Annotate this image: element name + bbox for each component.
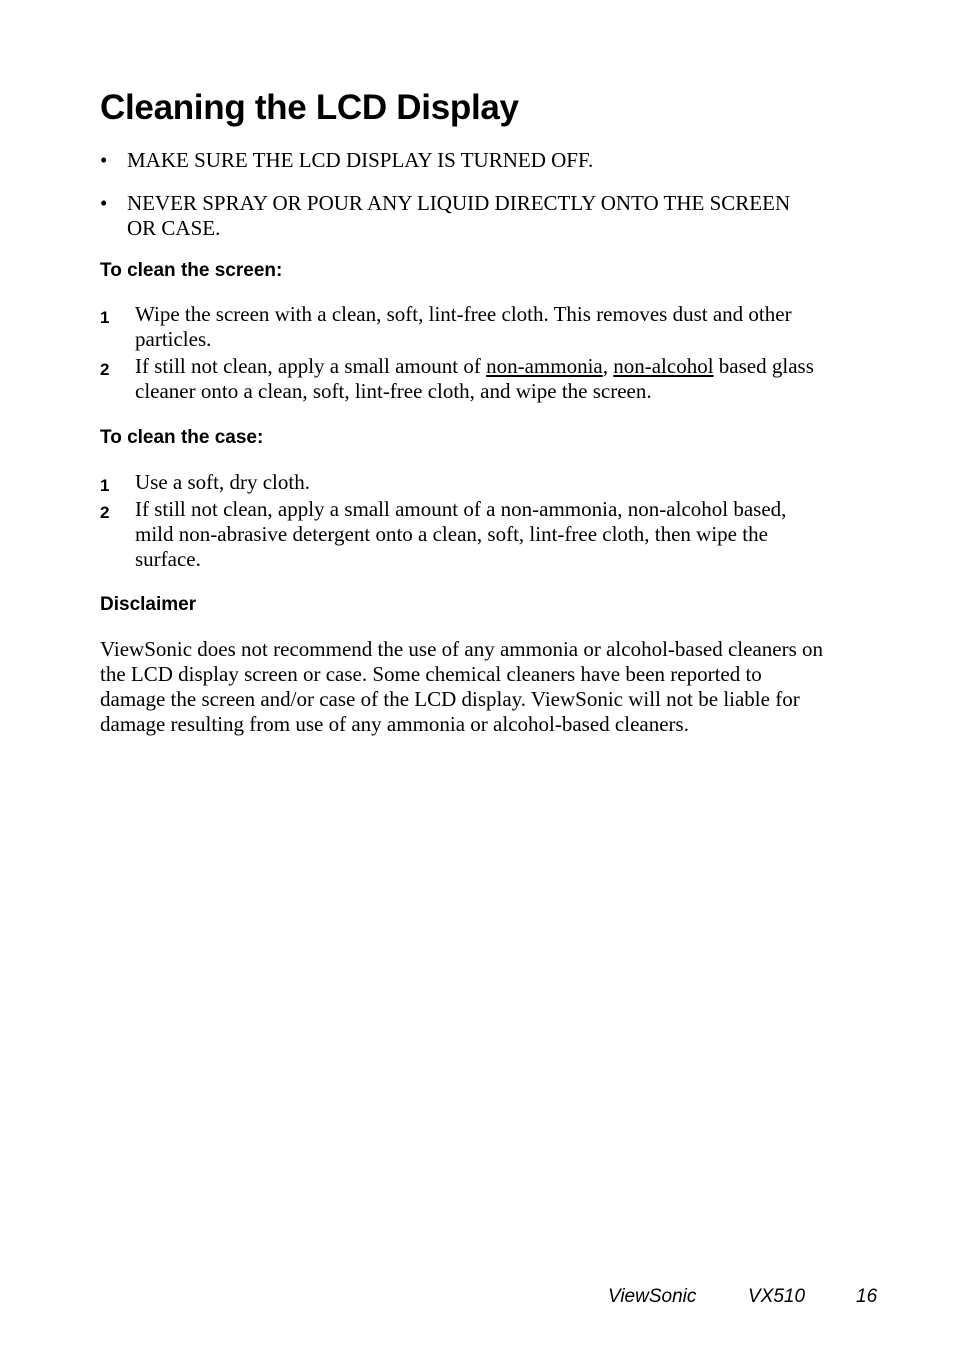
disclaimer-text: ViewSonic does not recommend the use of any ammonia or alcohol-based cleaners on the LCD display screen or case. Some chemical cleaners have been reported to damage the screen and/or case of the LCD display. ViewSonic will not be liable for damage resulting from use of any ammonia or alcohol-based cleaners. [100, 637, 824, 736]
non-alcohol-emphasis: non-alcohol [613, 354, 714, 378]
bullet-icon: • [100, 191, 108, 215]
page-title: Cleaning the LCD Display [100, 88, 519, 127]
step-text: If still not clean, apply a small amount of a non-ammonia, non-alcohol based, mild non-abrasive detergent onto a clean, soft, lint-free cloth, then wipe the surface. [135, 497, 787, 571]
step-text-part: based glass cleaner onto a clean, soft, lint-free cloth, and wipe the screen. [135, 354, 814, 403]
step-text-part: If still not clean, apply a small amount of [135, 354, 487, 378]
bullet-icon: • [100, 148, 108, 172]
step-number: 2 [100, 360, 110, 379]
page-number: 16 [856, 1286, 878, 1307]
step-text: Wipe the screen with a clean, soft, lint-free cloth. This removes dust and other particles. [135, 302, 792, 351]
step-number: 1 [100, 308, 110, 327]
step-text-part: , [602, 354, 614, 378]
step-number: 1 [100, 476, 110, 495]
step-number: 2 [100, 503, 110, 522]
disclaimer-heading: Disclaimer [100, 594, 197, 615]
step-text [135, 354, 825, 404]
screen-section-heading: To clean the screen: [100, 260, 283, 281]
case-section-heading: To clean the case: [100, 427, 264, 448]
warning-text: MAKE SURE THE LCD DISPLAY IS TURNED OFF. [127, 148, 594, 172]
step-text: Use a soft, dry cloth. [135, 470, 310, 494]
footer-model: VX510 [748, 1286, 806, 1307]
non-ammonia-emphasis: non-ammonia [486, 354, 603, 378]
warning-text: NEVER SPRAY OR POUR ANY LIQUID DIRECTLY ONTO THE SCREEN OR CASE. [127, 191, 791, 240]
footer-brand: ViewSonic [608, 1286, 697, 1307]
